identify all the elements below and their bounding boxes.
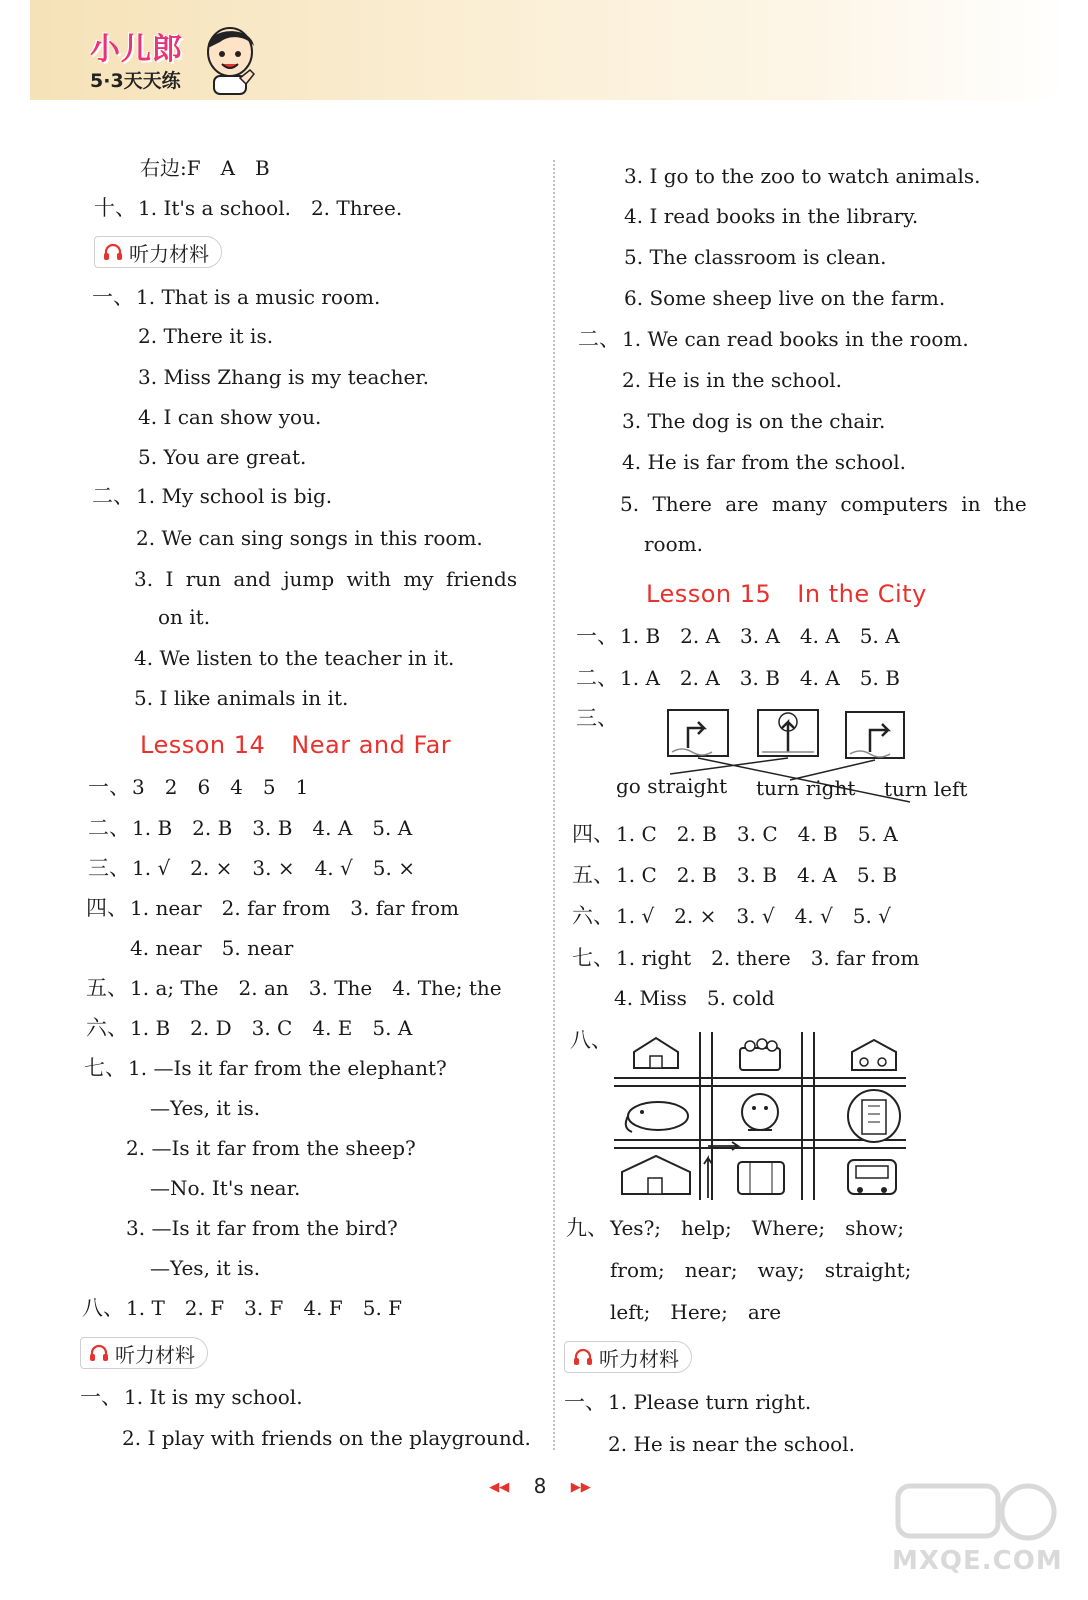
section-marker: 一、 xyxy=(564,1390,606,1414)
line: room. xyxy=(644,532,703,556)
line: left; Here; are xyxy=(610,1300,782,1324)
page-number-text: 8 xyxy=(533,1474,547,1498)
caption-turn-left: turn left xyxy=(884,777,968,801)
line xyxy=(88,777,308,798)
answer-text: 1. That is a music room. xyxy=(136,285,381,309)
line xyxy=(86,898,459,919)
lesson-14-heading xyxy=(140,733,451,757)
page-number xyxy=(470,1474,610,1498)
section-marker: 四、 xyxy=(572,822,614,846)
section-marker: 七、 xyxy=(84,1056,126,1080)
line xyxy=(88,818,412,839)
line: 4. I can show you. xyxy=(138,405,322,429)
section-marker: 二、 xyxy=(578,327,620,351)
answer-text: 1. It is my school. xyxy=(124,1385,303,1409)
route-arrows xyxy=(704,1142,738,1198)
section-marker: 九、 xyxy=(566,1216,608,1240)
tall-building-icon xyxy=(848,1090,900,1142)
line xyxy=(564,1392,811,1413)
section-marker: 一、 xyxy=(80,1385,122,1409)
house-icon xyxy=(634,1038,678,1068)
lesson-number: Lesson 14 xyxy=(140,731,266,759)
section-marker: 十、 xyxy=(94,196,136,220)
line xyxy=(82,1298,402,1319)
match-line xyxy=(670,758,788,774)
tag-label: 听力材料 xyxy=(129,241,209,266)
line: on it. xyxy=(158,605,211,629)
listening-material-tag xyxy=(564,1341,692,1373)
section-marker: 一、 xyxy=(88,775,130,799)
line: 3. I run and jump with my friends xyxy=(134,567,518,591)
section-marker: 六、 xyxy=(572,904,614,928)
line: 3. I go to the zoo to watch animals. xyxy=(624,164,981,188)
answer-text: 1. It's a school. 2. Three. xyxy=(138,196,403,220)
watermark-text: MXQE.COM xyxy=(892,1546,1063,1576)
line xyxy=(576,668,900,689)
line: 2. He is in the school. xyxy=(622,368,843,392)
line: 2. —Is it far from the sheep? xyxy=(126,1136,416,1160)
line: 4. We listen to the teacher in it. xyxy=(134,646,455,670)
section-marker: 五、 xyxy=(572,863,614,887)
section-marker: 八、 xyxy=(570,1028,612,1052)
line: from; near; way; straight; xyxy=(610,1258,912,1282)
line: —Yes, it is. xyxy=(150,1096,261,1120)
headphones-icon xyxy=(573,1348,593,1366)
answer-text: 3 2 6 4 5 1 xyxy=(132,775,309,799)
section-marker: 二、 xyxy=(88,816,130,840)
answer-text: 1. C 2. B 3. B 4. A 5. B xyxy=(616,863,898,887)
section-marker: 一、 xyxy=(92,285,134,309)
lesson-15-heading xyxy=(646,582,927,606)
fruit-shop-icon xyxy=(740,1039,780,1070)
caption-turn-right: turn right xyxy=(756,776,856,800)
logo-main-text: 小儿郎 xyxy=(90,32,183,67)
elephant-icon xyxy=(626,1102,688,1132)
section-marker: 三、 xyxy=(88,856,130,880)
line: 5. The classroom is clean. xyxy=(624,245,887,269)
section-marker: 一、 xyxy=(576,624,618,648)
answer-text: 1. right 2. there 3. far from xyxy=(616,946,920,970)
line xyxy=(576,626,900,647)
go-straight-sign-icon xyxy=(758,710,818,756)
line: —Yes, it is. xyxy=(150,1256,261,1280)
line: 2. We can sing songs in this room. xyxy=(136,526,483,550)
line: 4. I read books in the library. xyxy=(624,204,919,228)
answer-text: 1. My school is big. xyxy=(136,484,333,508)
line: 2. I play with friends on the playground. xyxy=(122,1426,531,1450)
answer-text: Yes?; help; Where; show; xyxy=(610,1216,905,1240)
section-marker: 八、 xyxy=(82,1296,124,1320)
line: 4. He is far from the school. xyxy=(622,450,906,474)
line: 2. There it is. xyxy=(138,324,274,348)
answer-text: 1. B 2. D 3. C 4. E 5. A xyxy=(130,1016,413,1040)
line: 3. —Is it far from the bird? xyxy=(126,1216,398,1240)
line: 4. Miss 5. cold xyxy=(614,986,775,1010)
lesson-number: Lesson 15 xyxy=(646,580,772,608)
school-icon xyxy=(622,1156,690,1194)
turn-left-sign-icon xyxy=(668,710,728,756)
caption-go-straight: go straight xyxy=(616,774,728,798)
library-icon xyxy=(738,1162,784,1194)
line: 3. Miss Zhang is my teacher. xyxy=(138,365,430,389)
next-arrows-icon: ▶▶ xyxy=(570,1480,591,1495)
answer-text: 1. B 2. A 3. A 4. A 5. A xyxy=(620,624,900,648)
line xyxy=(572,865,897,886)
line xyxy=(572,824,898,845)
line xyxy=(88,858,415,879)
answer-text: 1. T 2. F 3. F 4. F 5. F xyxy=(126,1296,403,1320)
answer-text: 1. —Is it far from the elephant? xyxy=(128,1056,447,1080)
line xyxy=(80,1387,303,1408)
answer-text: 1. A 2. A 3. B 4. A 5. B xyxy=(620,666,900,690)
zoo-gate-icon xyxy=(742,1094,778,1130)
headphones-icon xyxy=(89,1344,109,1362)
answer-text: 1. C 2. B 3. C 4. B 5. A xyxy=(616,822,898,846)
line xyxy=(570,1030,614,1051)
section-marker: 七、 xyxy=(572,946,614,970)
line xyxy=(94,198,402,219)
line: 6. Some sheep live on the farm. xyxy=(624,286,946,310)
line: 右边:F A B xyxy=(140,156,270,180)
section-marker: 二、 xyxy=(92,484,134,508)
answer-text: 1. √ 2. × 3. √ 4. √ 5. √ xyxy=(616,904,891,928)
line xyxy=(92,486,332,507)
line: 5. I like animals in it. xyxy=(134,686,349,710)
line xyxy=(84,1058,447,1079)
logo xyxy=(90,24,183,93)
section-marker: 二、 xyxy=(576,666,618,690)
watermark xyxy=(892,1478,1062,1588)
header-band xyxy=(30,0,1070,100)
line: 5. There are many computers in the xyxy=(620,492,1027,516)
listening-material-tag xyxy=(94,236,222,268)
city-map-figure xyxy=(612,1030,908,1202)
line xyxy=(86,978,502,999)
section-marker: 四、 xyxy=(86,896,128,920)
turn-right-sign-icon xyxy=(846,712,904,758)
line: —No. It's near. xyxy=(150,1176,301,1200)
line xyxy=(572,906,891,927)
lesson-title: In the City xyxy=(797,580,927,608)
lesson-title: Near and Far xyxy=(291,731,452,759)
tag-label: 听力材料 xyxy=(115,1342,195,1367)
mascot-boy-icon xyxy=(200,22,260,96)
listening-material-tag xyxy=(80,1337,208,1369)
line xyxy=(92,287,380,308)
watermark-logo-icon xyxy=(892,1478,1062,1544)
line: 4. near 5. near xyxy=(130,936,294,960)
shop-building-icon xyxy=(852,1040,896,1070)
answer-text: 1. near 2. far from 3. far from xyxy=(130,896,459,920)
answer-text: 1. a; The 2. an 3. The 4. The; the xyxy=(130,976,502,1000)
column-divider xyxy=(553,160,555,1450)
answer-text: 1. Please turn right. xyxy=(608,1390,812,1414)
line: 5. You are great. xyxy=(138,445,307,469)
answer-text: 1. B 2. B 3. B 4. A 5. A xyxy=(132,816,413,840)
line xyxy=(86,1018,412,1039)
logo-sub-text: 5·3天天练 xyxy=(90,70,181,92)
section-marker: 三、 xyxy=(576,706,618,730)
line: 2. He is near the school. xyxy=(608,1432,855,1456)
headphones-icon xyxy=(103,243,123,261)
section-marker: 六、 xyxy=(86,1016,128,1040)
section-marker: 五、 xyxy=(86,976,128,1000)
line xyxy=(578,329,969,350)
line: 3. The dog is on the chair. xyxy=(622,409,886,433)
prev-arrows-icon: ◀◀ xyxy=(489,1480,510,1495)
answer-text: 1. We can read books in the room. xyxy=(622,327,969,351)
tag-label: 听力材料 xyxy=(599,1346,679,1371)
bus-icon xyxy=(848,1160,896,1194)
line xyxy=(566,1218,904,1239)
line xyxy=(572,948,919,969)
answer-text: 1. √ 2. × 3. × 4. √ 5. × xyxy=(132,856,415,880)
